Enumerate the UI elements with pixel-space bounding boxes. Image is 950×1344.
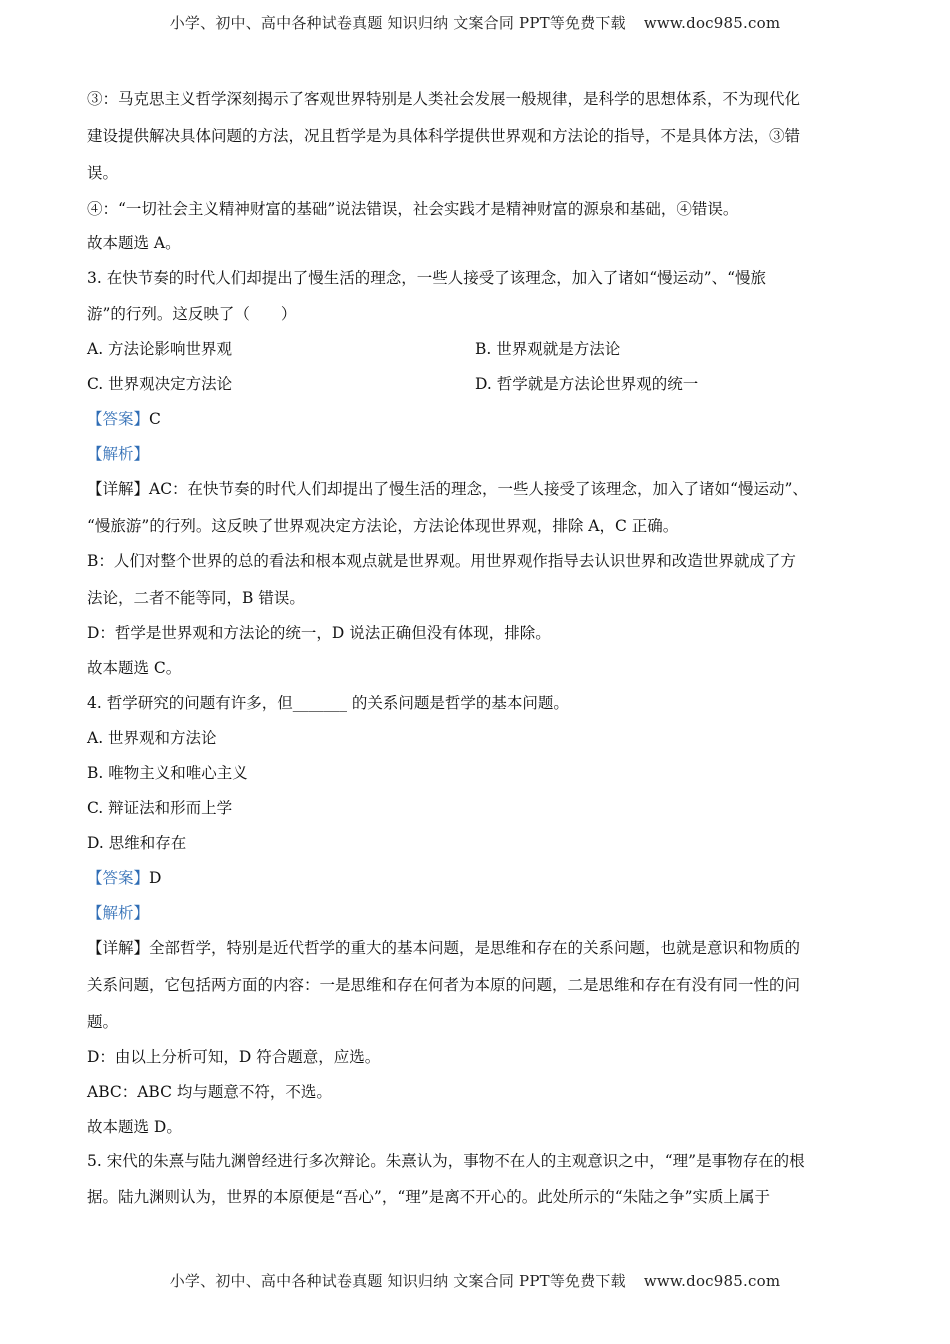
answer-tag: 【答案】: [87, 410, 150, 428]
text-line: ④：“一切社会主义精神财富的基础”说法错误，社会实践才是精神财富的源泉和基础，④错误。: [87, 200, 739, 218]
q3-option-a: A. 方法论影响世界观: [87, 340, 233, 358]
text-line: 建设提供解决具体问题的方法，况且哲学是为具体科学提供世界观和方法论的指导，不是具体方法，③错: [87, 127, 801, 145]
q4-detail-line: ABC：ABC 均与题意不符，不选。: [87, 1083, 332, 1101]
question-3-stem: 3. 在快节奏的时代人们却提出了慢生活的理念，一些人接受了该理念，加入了诸如“慢运动”、“慢旅: [87, 269, 766, 287]
page-header: [0, 12, 950, 33]
question-4-stem: 4. 哲学研究的问题有许多，但_______ 的关系问题是哲学的基本问题。: [87, 694, 569, 712]
q4-answer: [87, 871, 161, 887]
page-footer: [0, 1270, 950, 1291]
q3-detail-line: D：哲学是世界观和方法论的统一，D 说法正确但没有体现，排除。: [87, 624, 551, 642]
answer-value: C: [149, 410, 161, 428]
question-3-stem-cont: 游”的行列。这反映了（ ）: [87, 305, 297, 323]
q4-option-d: D. 思维和存在: [87, 834, 187, 852]
answer-tag: 【答案】: [87, 869, 150, 887]
footer-text: 小学、初中、高中各种试卷真题 知识归纳 文案合同 PPT等免费下载: [169, 1272, 626, 1290]
q3-option-d: D. 哲学就是方法论世界观的统一: [475, 375, 699, 393]
q4-analysis-tag: 【解析】: [87, 904, 150, 922]
q3-detail-line: 法论，二者不能等同，B 错误。: [87, 589, 305, 607]
q4-option-a: A. 世界观和方法论: [87, 729, 217, 747]
header-text: 小学、初中、高中各种试卷真题 知识归纳 文案合同 PPT等免费下载: [169, 14, 626, 32]
q4-detail-line: D：由以上分析可知，D 符合题意，应选。: [87, 1048, 381, 1066]
question-5-stem-cont: 据。陆九渊则认为，世界的本原便是“吾心”，“理”是离不开心的。此处所示的“朱陆之争”实质上属于: [87, 1188, 771, 1206]
text-line: ③：马克思主义哲学深刻揭示了客观世界特别是人类社会发展一般规律，是科学的思想体系，不为现代化: [87, 90, 801, 108]
header-site: www.doc985.com: [643, 14, 781, 32]
q3-option-b: B. 世界观就是方法论: [475, 340, 621, 358]
q3-detail-line: B：人们对整个世界的总的看法和根本观点就是世界观。用世界观作指导去认识世界和改造世界就成了方: [87, 552, 796, 570]
q4-detail-line: 题。: [87, 1013, 119, 1031]
q3-detail-line: 【详解】AC：在快节奏的时代人们却提出了慢生活的理念，一些人接受了该理念，加入了诸如“慢运动”、: [87, 480, 808, 498]
q3-analysis-tag: 【解析】: [87, 445, 150, 463]
q4-option-b: B. 唯物主义和唯心主义: [87, 764, 248, 782]
q4-detail-line: 故本题选 D。: [87, 1118, 182, 1136]
footer-site: www.doc985.com: [643, 1272, 781, 1290]
q3-detail-line: 故本题选 C。: [87, 659, 182, 677]
text-line: 故本题选 A。: [87, 234, 181, 252]
question-5-stem: 5. 宋代的朱熹与陆九渊曾经进行多次辩论。朱熹认为，事物不在人的主观意识之中，“理”是事物存在的根: [87, 1152, 805, 1170]
text-line: 误。: [87, 164, 119, 182]
q3-answer: [87, 412, 161, 428]
q4-detail-line: 【详解】全部哲学，特别是近代哲学的重大的基本问题，是思维和存在的关系问题，也就是意识和物质的: [87, 939, 801, 957]
q4-option-c: C. 辩证法和形而上学: [87, 799, 233, 817]
q4-detail-line: 关系问题，它包括两方面的内容：一是思维和存在何者为本原的问题，二是思维和存在有没有同一性的问: [87, 976, 801, 994]
q3-option-c: C. 世界观决定方法论: [87, 375, 233, 393]
q3-detail-line: “慢旅游”的行列。这反映了世界观决定方法论，方法论体现世界观，排除 A，C 正确。: [87, 517, 679, 535]
answer-value: D: [149, 869, 162, 887]
